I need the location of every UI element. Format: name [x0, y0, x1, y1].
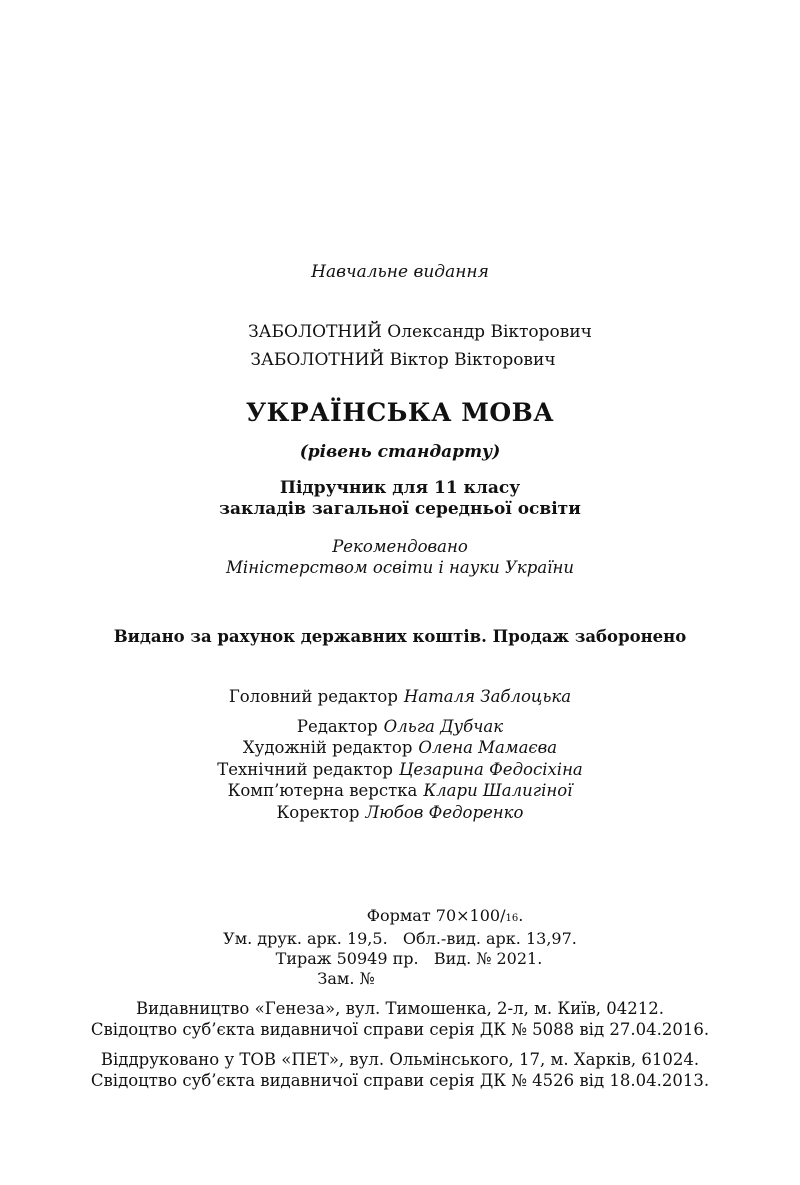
staff-name: Цезарина Федосіхіна — [398, 759, 583, 779]
publisher-block — [0, 998, 800, 1040]
staff-name: Ольга Дубчак — [383, 716, 504, 736]
staff-role: Технічний редактор — [217, 759, 393, 779]
author-1: ЗАБОЛОТНИЙ Олександр Вікторович — [248, 322, 592, 342]
staff-name: Наталя Заблоцька — [403, 687, 572, 706]
staff-role: Художній редактор — [242, 738, 413, 757]
publisher-line-2: Свідоцтво суб’єкта видавничої справи серія ДК № 5088 від 27.04.2016. — [90, 1020, 710, 1039]
staff-role: Коректор — [276, 802, 360, 822]
staff-row — [0, 737, 800, 759]
printing-details — [0, 906, 800, 989]
book-level: (рівень стандарту) — [299, 442, 501, 462]
staff-row — [0, 802, 800, 824]
format-suffix: . — [518, 906, 524, 925]
staff-role: Редактор — [296, 716, 378, 736]
textbook-line-1: Підручник для 11 класу — [279, 478, 521, 498]
staff-role: Комп’ютерна верстка — [227, 781, 418, 800]
staff-name: Клари Шалигіної — [423, 781, 573, 800]
format-fraction: 16 — [505, 913, 519, 924]
staff-row — [0, 780, 800, 802]
printer-line-1: Віддруковано у ТОВ «ПЕТ», вул. Ольмінського, 17, м. Харків, 61024. — [100, 1050, 700, 1069]
authors-block — [0, 318, 800, 374]
staff-row — [0, 716, 800, 738]
staff-role: Головний редактор — [228, 687, 398, 706]
author-2: ЗАБОЛОТНИЙ Віктор Вікторович — [250, 350, 556, 370]
printer-block — [0, 1049, 800, 1091]
sheets-line: Ум. друк. арк. 19,5. Обл.-вид. арк. 13,97. — [223, 929, 577, 948]
printer-line-2: Свідоцтво суб’єкта видавничої справи серія ДК № 4526 від 18.04.2013. — [90, 1071, 710, 1090]
publisher-line-1: Видавництво «Генеза», вул. Тимошенка, 2-л, м. Київ, 04212. — [136, 999, 664, 1018]
edition-type: Навчальне видання — [311, 262, 489, 282]
funding-notice: Видано за рахунок державних коштів. Продаж заборонено — [113, 627, 687, 646]
run-line: Тираж 50949 пр. Вид. № 2021. — [275, 949, 543, 968]
staff-row — [0, 759, 800, 781]
recommendation-block — [0, 536, 800, 578]
staff-row — [0, 686, 800, 708]
recommendation-line-1: Рекомендовано — [332, 537, 468, 556]
order-line: Зам. № — [317, 969, 375, 988]
staff-name: Олена Мамаєва — [418, 738, 558, 757]
book-title: УКРАЇНСЬКА МОВА — [245, 398, 555, 427]
recommendation-line-2: Міністерством освіти і науки України — [226, 558, 574, 577]
textbook-line-2: закладів загальної середньої освіти — [219, 499, 581, 519]
staff-name: Любов Федоренко — [365, 802, 524, 822]
format-prefix: Формат 70×100/ — [366, 906, 506, 925]
staff-credits — [0, 686, 800, 823]
textbook-description — [0, 478, 800, 520]
format-line — [0, 906, 800, 929]
